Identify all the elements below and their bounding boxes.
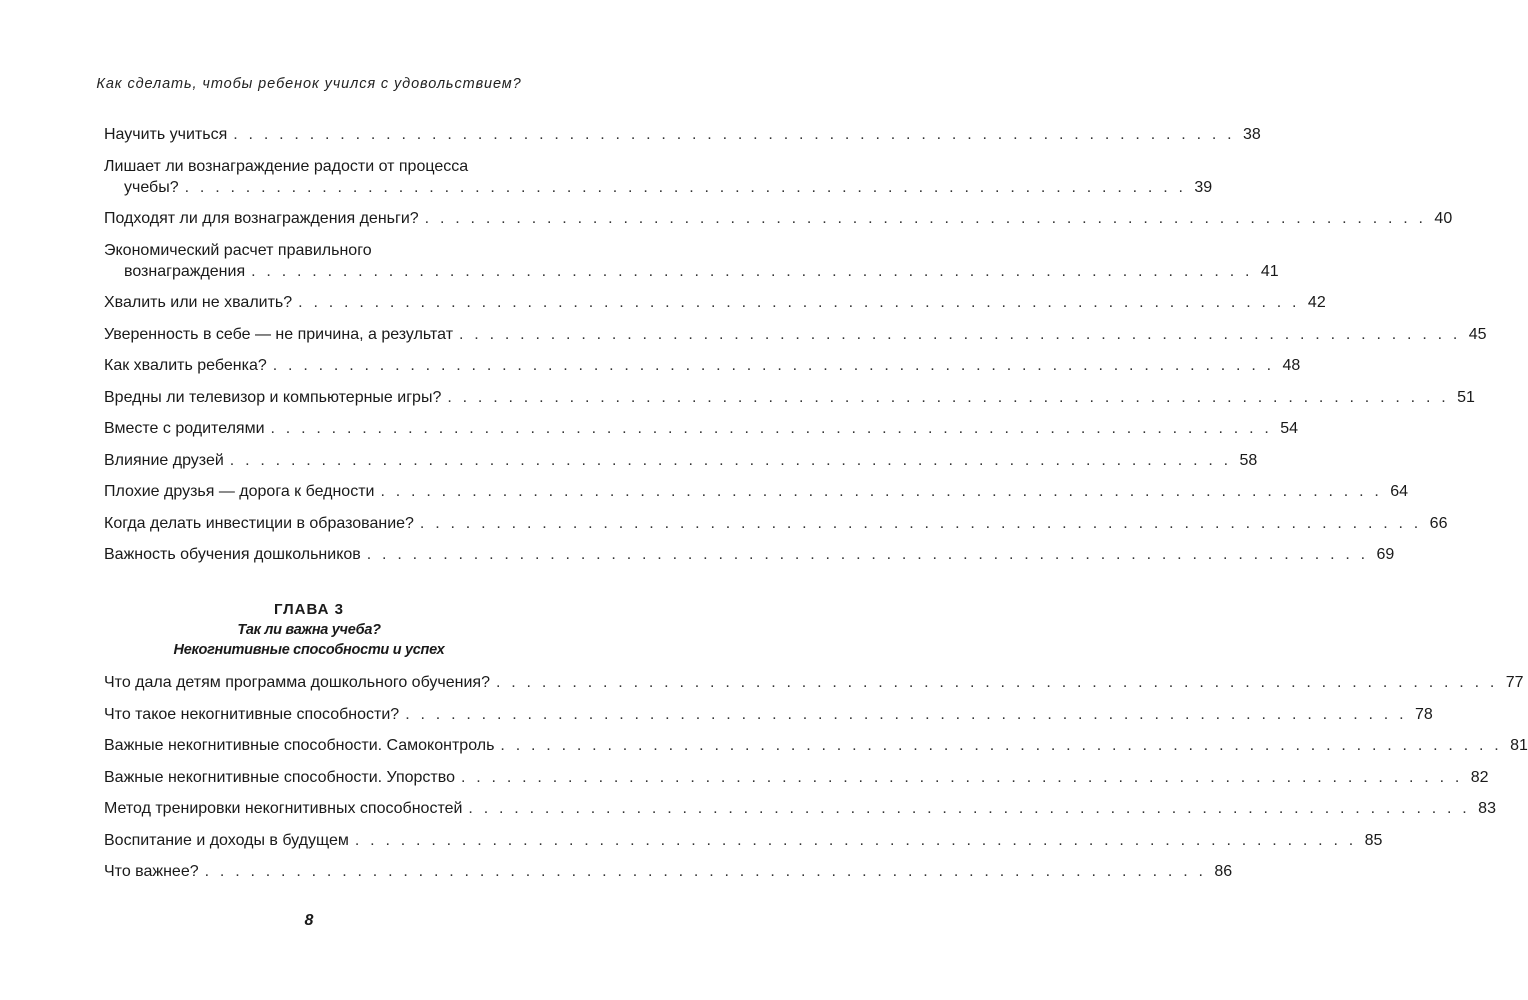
toc-entry-title: Подходят ли для вознаграждения деньги?	[104, 210, 419, 227]
chapter-number: ГЛАВА 3	[274, 601, 344, 618]
page-number: 8	[304, 912, 314, 929]
leader-dots: . . . . . . . . . . . . . . . . . . . . . . . . . . . . . . . . . . . . . . . . . . . . . . . . . . . . . . . . . . . . . . . . . .	[270, 420, 1273, 437]
toc-entry-page: 77	[1505, 674, 1524, 691]
leader-dots: . . . . . . . . . . . . . . . . . . . . . . . . . . . . . . . . . . . . . . . . . . . . . . . . . . . . . . . . . . . . . . . . . .	[233, 126, 1235, 143]
toc-entry-title: Уверенность в себе — не причина, а результат	[104, 325, 454, 343]
leader-dots: . . . . . . . . . . . . . . . . . . . . . . . . . . . . . . . . . . . . . . . . . . . . . . . . . . . . . . . . . . . . . . . . . .	[272, 357, 1275, 374]
leader-dots: . . . . . . . . . . . . . . . . . . . . . . . . . . . . . . . . . . . . . . . . . . . . . . . . . . . . . . . . . . . . . . . . . .	[460, 768, 1463, 786]
leader-dots: . . . . . . . . . . . . . . . . . . . . . . . . . . . . . . . . . . . . . . . . . . . . . . . . . . . . . . . . . . . . . . . . . .	[380, 483, 1383, 500]
toc-entry[interactable]	[104, 418, 1299, 439]
chapter-title-line2: Некогнитивные способности и успех	[173, 642, 445, 658]
toc-section-chapter-2	[104, 124, 1487, 576]
toc-entry-page: 83	[1478, 800, 1496, 817]
toc-entry[interactable]	[104, 208, 1453, 229]
toc-entry[interactable]	[104, 544, 1395, 565]
running-head: Как сделать, чтобы ребенок учился с удовольствием?	[96, 76, 522, 92]
toc-entry[interactable]	[104, 861, 1233, 882]
toc-entry-title: Важные некогнитивные способности. Упорство	[104, 768, 455, 786]
leader-dots: . . . . . . . . . . . . . . . . . . . . . . . . . . . . . . . . . . . . . . . . . . . . . . . . . . . . . . . . . . . . . . . . . .	[229, 451, 1232, 469]
toc-entry-title-line1: Экономический расчет правильного	[104, 241, 372, 259]
toc-entry-page: 58	[1239, 451, 1258, 469]
toc-entry-title: Когда делать инвестиции в образование?	[104, 514, 414, 532]
leader-dots: . . . . . . . . . . . . . . . . . . . . . . . . . . . . . . . . . . . . . . . . . . . . . . . . . . . . . . . . . . . . . . . . . .	[298, 294, 1300, 311]
toc-entry[interactable]	[104, 324, 1487, 345]
chapter-heading	[0, 600, 618, 660]
toc-entry[interactable]	[104, 830, 1383, 851]
leader-dots: . . . . . . . . . . . . . . . . . . . . . . . . . . . . . . . . . . . . . . . . . . . . . . . . . . . . . . . . . . . . . . . . . .	[495, 674, 1498, 691]
toc-entry-page: 42	[1307, 294, 1326, 311]
toc-entry-title: Вместе с родителями	[104, 420, 265, 437]
toc-entry-page: 64	[1390, 483, 1409, 500]
leader-dots: . . . . . . . . . . . . . . . . . . . . . . . . . . . . . . . . . . . . . . . . . . . . . . . . . . . . . . . . . . . . . . . . . .	[366, 546, 1369, 563]
toc-entry[interactable]	[104, 767, 1489, 788]
toc-entry[interactable]	[104, 124, 1261, 145]
toc-entry-title: Воспитание и доходы в будущем	[104, 831, 349, 849]
toc-entry-page: 82	[1470, 768, 1489, 786]
leader-dots: . . . . . . . . . . . . . . . . . . . . . . . . . . . . . . . . . . . . . . . . . . . . . . . . . . . . . . . . . . . . . . . . . .	[500, 737, 1502, 754]
leader-dots: . . . . . . . . . . . . . . . . . . . . . . . . . . . . . . . . . . . . . . . . . . . . . . . . . . . . . . . . . . . . . . . . . .	[354, 831, 1357, 849]
toc-entry-page: 39	[1194, 178, 1213, 196]
toc-entry-title: Плохие друзья — дорога к бедности	[104, 483, 375, 500]
leader-dots: . . . . . . . . . . . . . . . . . . . . . . . . . . . . . . . . . . . . . . . . . . . . . . . . . . . . . . . . . . . . . . . . . .	[459, 325, 1461, 343]
leader-dots: . . . . . . . . . . . . . . . . . . . . . . . . . . . . . . . . . . . . . . . . . . . . . . . . . . . . . . . . . . . . . . . . . .	[468, 800, 1470, 817]
toc-entry[interactable]	[104, 387, 1475, 408]
toc-entry-title: вознаграждения	[124, 262, 246, 280]
leader-dots: . . . . . . . . . . . . . . . . . . . . . . . . . . . . . . . . . . . . . . . . . . . . . . . . . . . . . . . . . . . . . . . . . .	[184, 178, 1187, 196]
toc-entry-page: 66	[1429, 514, 1448, 532]
chapter-title-line1: Так ли важна учеба?	[237, 622, 381, 638]
toc-entry-page: 54	[1280, 420, 1299, 437]
leader-dots: . . . . . . . . . . . . . . . . . . . . . . . . . . . . . . . . . . . . . . . . . . . . . . . . . . . . . . . . . . . . . . . . . .	[405, 705, 1407, 723]
toc-entry-page: 86	[1214, 863, 1233, 880]
toc-entry-title: Как хвалить ребенка?	[104, 357, 267, 374]
toc-entry[interactable]	[104, 481, 1409, 502]
toc-entry-page: 85	[1364, 831, 1383, 849]
toc-entry-title: Научить учиться	[104, 126, 228, 143]
toc-entry[interactable]	[104, 156, 1213, 198]
toc-section-chapter-3	[104, 672, 1528, 893]
toc-entry-title: Что важнее?	[104, 863, 199, 880]
toc-entry[interactable]	[104, 292, 1326, 313]
toc-entry[interactable]	[104, 450, 1258, 471]
toc-entry[interactable]	[104, 355, 1301, 376]
leader-dots: . . . . . . . . . . . . . . . . . . . . . . . . . . . . . . . . . . . . . . . . . . . . . . . . . . . . . . . . . . . . . . . . . .	[204, 863, 1207, 880]
toc-entry-page: 51	[1457, 388, 1475, 406]
toc-entry[interactable]	[104, 513, 1448, 534]
toc-entry-title: Важность обучения дошкольников	[104, 546, 361, 563]
leader-dots: . . . . . . . . . . . . . . . . . . . . . . . . . . . . . . . . . . . . . . . . . . . . . . . . . . . . . . . . . . . . . . . . . .	[424, 210, 1427, 227]
toc-entry-page: 48	[1282, 357, 1301, 374]
toc-entry-title: Влияние друзей	[104, 451, 224, 469]
leader-dots: . . . . . . . . . . . . . . . . . . . . . . . . . . . . . . . . . . . . . . . . . . . . . . . . . . . . . . . . . . . . . . . . . .	[251, 262, 1253, 280]
toc-entry-page: 41	[1260, 262, 1279, 280]
toc-entry-title: Вредны ли телевизор и компьютерные игры?	[104, 388, 442, 406]
toc-entry[interactable]	[104, 704, 1433, 725]
leader-dots: . . . . . . . . . . . . . . . . . . . . . . . . . . . . . . . . . . . . . . . . . . . . . . . . . . . . . . . . . . . . . . . . . .	[447, 388, 1449, 406]
toc-entry-page: 81	[1510, 737, 1528, 754]
toc-entry-page: 45	[1468, 325, 1487, 343]
toc-entry-title: Что такое некогнитивные способности?	[104, 705, 400, 723]
toc-entry-title: Хвалить или не хвалить?	[104, 294, 293, 311]
toc-entry[interactable]	[104, 798, 1496, 819]
toc-entry-title: Метод тренировки некогнитивных способностей	[104, 800, 463, 817]
toc-entry-title: Важные некогнитивные способности. Самоконтроль	[104, 737, 495, 754]
toc-entry-page: 78	[1414, 705, 1433, 723]
toc-entry-title-line1: Лишает ли вознаграждение радости от процесса	[104, 157, 469, 175]
toc-entry-title: Что дала детям программа дошкольного обучения?	[104, 674, 490, 691]
toc-entry-page: 40	[1434, 210, 1453, 227]
toc-entry[interactable]	[104, 672, 1524, 693]
toc-entry[interactable]	[104, 240, 1279, 282]
toc-entry-page: 38	[1243, 126, 1261, 143]
toc-entry-title: учебы?	[124, 178, 179, 196]
toc-entry[interactable]	[104, 735, 1528, 756]
toc-entry-page: 69	[1376, 546, 1395, 563]
leader-dots: . . . . . . . . . . . . . . . . . . . . . . . . . . . . . . . . . . . . . . . . . . . . . . . . . . . . . . . . . . . . . . . . . .	[419, 514, 1422, 532]
